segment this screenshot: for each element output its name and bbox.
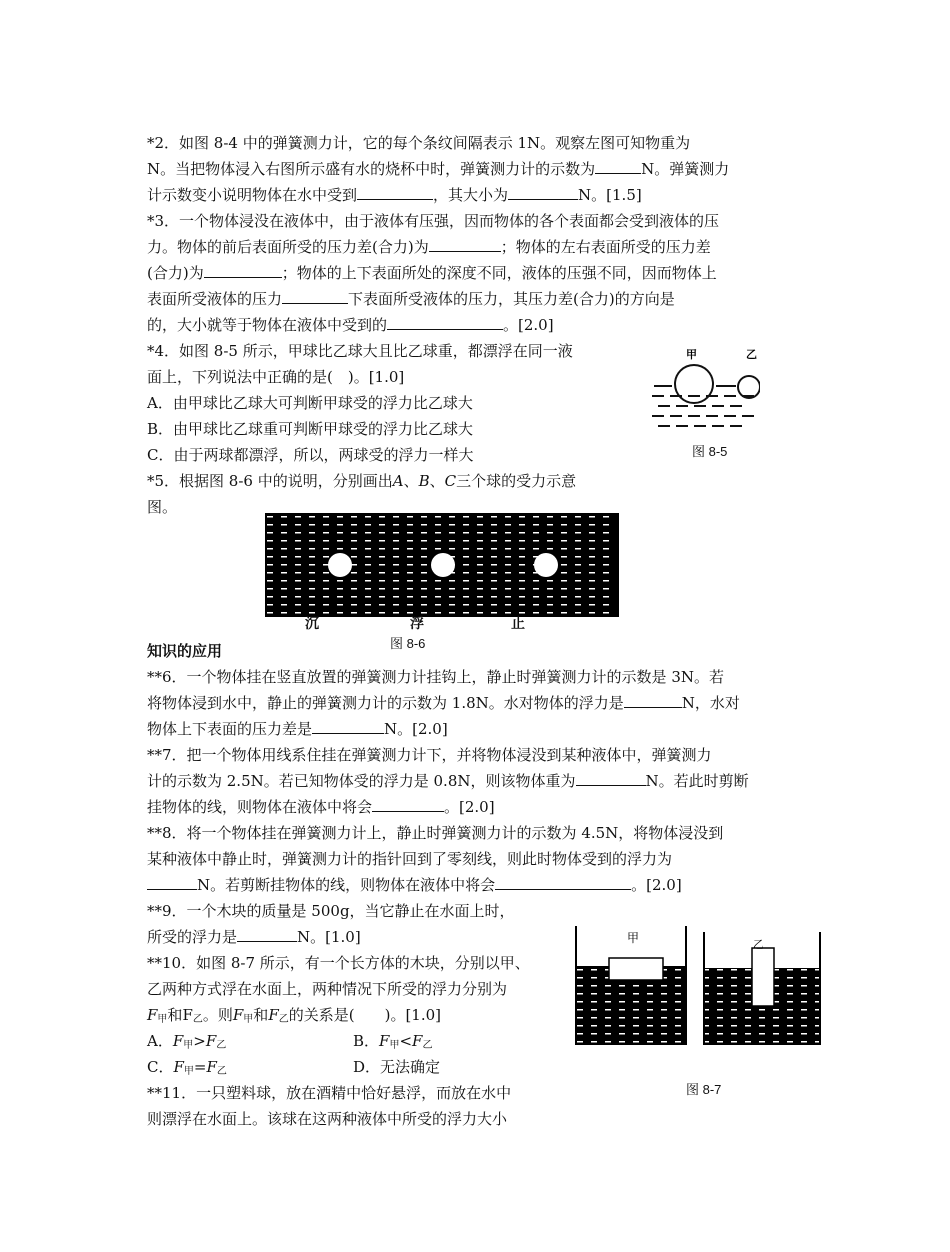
q10-option-b[interactable]: B．$F_甲<F_乙$ (353, 1032, 433, 1051)
figure-8-5-caption: 图 8-5 (692, 444, 728, 459)
beaker-b (704, 932, 820, 1044)
figure-8-6-caption: 图 8-6 (390, 636, 426, 651)
q4-line-1: *4．如图 8-5 所示，甲球比乙球大且比乙球重，都漂浮在同一液 (147, 342, 573, 360)
q3-line-3: (合力)为 ；物体的上下表面所处的深度不同，液体的压强不同，因而物体上 (147, 264, 717, 282)
beaker-a (576, 926, 686, 1044)
q7-line-3: 挂物体的线，则物体在液体中将会 。[2.0] (147, 798, 495, 816)
q11-line-2: 则漂浮在水面上。该球在这两种液体中所受的浮力大小 (147, 1110, 508, 1128)
q4-line-2: 面上，下列说法中正确的是( )。[1.0] (147, 368, 405, 386)
q3-line-5: 的，大小就等于物体在液体中受到的 。[2.0] (147, 316, 554, 334)
q6-line-2: 将物体浸到水中，静止的弹簧测力计的示数为 1.8N。水对物体的浮力是 N，水对 (147, 694, 740, 712)
blank[interactable] (372, 797, 444, 812)
figure-8-7-caption: 图 8-7 (686, 1082, 722, 1097)
figure-8-5-label-a: 甲 (686, 349, 697, 361)
blank[interactable] (147, 875, 197, 890)
blank[interactable] (624, 693, 682, 708)
figure-8-7 (575, 918, 823, 1048)
q2-line-2: N。当把物体浸入右图所示盛有水的烧杯中时，弹簧测力计的示数为 N。弹簧测力 (147, 160, 730, 178)
q3-line-4: 表面所受液体的压力 下表面所受液体的压力，其压力差(合力)的方向是 (147, 290, 675, 308)
q10-option-a[interactable]: A．$F_甲>F_乙$ (147, 1032, 227, 1051)
q7-line-1: **7．把一个物体用线系住挂在弹簧测力计下，并将物体浸没到某种液体中，弹簧测力 (147, 746, 712, 764)
blank[interactable] (508, 185, 578, 200)
q6-line-1: **6．一个物体挂在竖直放置的弹簧测力计挂钩上，静止时弹簧测力计的示数是 3N。若 (147, 668, 724, 686)
figure-8-6 (265, 513, 619, 617)
q10-option-c[interactable]: C．$F_甲=F_乙$ (147, 1058, 227, 1077)
blank[interactable] (495, 875, 631, 890)
q9-line-1: **9．一个木块的质量是 500g，当它静止在水面上时， (147, 902, 515, 920)
q5-line-1: *5．根据图 8-6 中的说明，分别画出A、B、C三个球的受力示意 (147, 472, 577, 490)
blank[interactable] (282, 289, 348, 304)
ball-c (534, 553, 558, 577)
blank[interactable] (204, 263, 282, 278)
figure-8-6-label-3: 止 (511, 615, 525, 631)
q11-line-1: **11．一只塑料球，放在酒精中恰好悬浮，而放在水中 (147, 1084, 512, 1102)
wood-block-a (609, 958, 663, 980)
figure-8-7-label-b: 乙 (753, 938, 764, 951)
q4-option-b[interactable]: B．由甲球比乙球重可判断甲球受的浮力比乙球大 (147, 420, 474, 438)
q10-line-3: $F_甲$和$F_乙$。则$F_甲$和$F_乙$的关系是( )。[1.0] (147, 1006, 441, 1025)
figure-8-7-label-a: 甲 (627, 931, 640, 945)
figure-8-5-label-b: 乙 (746, 349, 757, 361)
q10-line-2: 乙两种方式浮在水面上，两种情况下所受的浮力分别为 (147, 980, 508, 998)
q8-line-1: **8．将一个物体挂在弹簧测力计上，静止时弹簧测力计的示数为 4.5N，将物体浸没到 (147, 824, 724, 842)
q9-line-2: 所受的浮力是 N。[1.0] (147, 928, 361, 946)
q2-line-3: 计示数变小说明物体在水中受到 ，其大小为 N。[1.5] (147, 186, 642, 204)
q3-line-1: *3．一个物体浸没在液体中，由于液体有压强，因而物体的各个表面都会受到液体的压 (147, 212, 720, 230)
blank[interactable] (237, 927, 297, 942)
blank[interactable] (312, 719, 384, 734)
q8-line-2: 某种液体中静止时，弹簧测力计的指针回到了零刻线，则此时物体受到的浮力为 (147, 850, 673, 868)
q2-line-1: *2．如图 8-4 中的弹簧测力计，它的每个条纹间隔表示 1N。观察左图可知物重为 (147, 134, 691, 152)
q3-line-2: 力。物体的前后表面所受的压力差(合力)为 ；物体的左右表面所受的压力差 (147, 238, 711, 256)
blank[interactable] (595, 159, 641, 174)
blank[interactable] (576, 771, 646, 786)
figure-8-6-label-1: 沉 (305, 615, 319, 631)
q10-line-1: **10．如图 8-7 所示，有一个长方体的木块，分别以甲、 (147, 954, 530, 972)
ball-b (431, 553, 455, 577)
figure-8-5 (650, 344, 760, 434)
q5-line-2: 图。 (147, 498, 178, 516)
q4-option-c[interactable]: C．由于两球都漂浮，所以，两球受的浮力一样大 (147, 446, 474, 464)
blank[interactable] (357, 185, 433, 200)
q6-line-3: 物体上下表面的压力差是 N。[2.0] (147, 720, 448, 738)
section-title: 知识的应用 (147, 643, 223, 660)
q10-option-d[interactable]: D．无法确定 (353, 1058, 441, 1076)
ball-a (675, 365, 713, 403)
q8-line-3: N。若剪断挂物体的线，则物体在液体中将会 。[2.0] (147, 872, 682, 898)
ball-b (738, 376, 760, 398)
blank[interactable] (429, 237, 501, 252)
figure-8-6-label-2: 浮 (410, 615, 424, 631)
wood-block-b (752, 948, 774, 1006)
ball-a (328, 553, 352, 577)
q7-line-2: 计的示数为 2.5N。若已知物体受的浮力是 0.8N，则该物体重为 N。若此时剪断 (147, 772, 749, 790)
q4-option-a[interactable]: A．由甲球比乙球大可判断甲球受的浮力比乙球大 (147, 394, 473, 412)
blank[interactable] (387, 315, 503, 330)
